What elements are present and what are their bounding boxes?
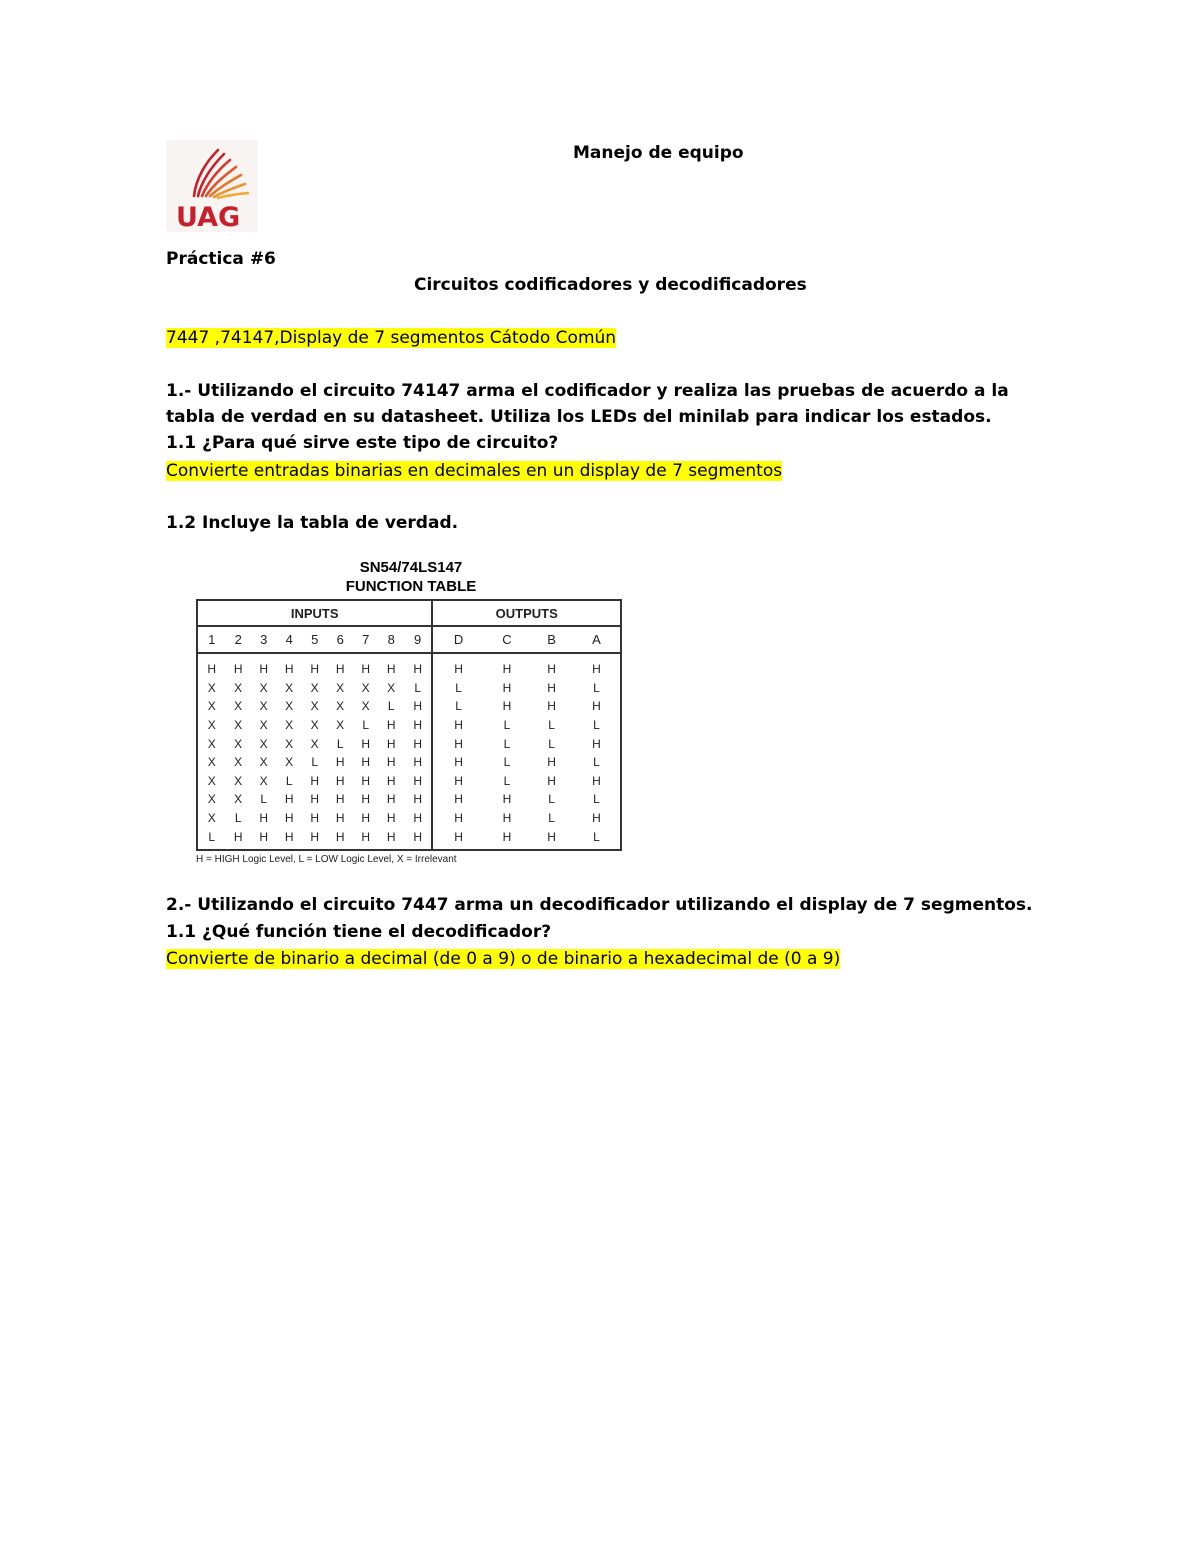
table-cell: L xyxy=(593,680,600,695)
function-table-body xyxy=(197,653,621,850)
table-cell: L xyxy=(593,829,600,844)
table-cell: H xyxy=(386,736,396,751)
table-cell: H xyxy=(386,773,396,788)
table-row xyxy=(197,790,621,809)
table-cell: L xyxy=(503,736,511,751)
table-cell: L xyxy=(362,718,370,733)
table-cell: H xyxy=(404,716,432,735)
output-col-header: A xyxy=(573,626,621,653)
table-cell: H xyxy=(547,680,556,695)
table-cell: H xyxy=(259,662,269,677)
table-cell: H xyxy=(310,662,320,677)
table-cell: X xyxy=(285,736,294,751)
input-col-header: 4 xyxy=(276,626,302,653)
table-cell: H xyxy=(284,811,294,826)
table-cell: H xyxy=(335,755,345,770)
table-cell: X xyxy=(234,755,243,770)
practice-number: Práctica #6 xyxy=(166,249,276,269)
table-row xyxy=(197,809,621,828)
table-cell: H xyxy=(404,753,432,772)
table-row xyxy=(197,772,621,791)
table-cell: H xyxy=(404,827,432,850)
table-cell: H xyxy=(233,829,243,844)
table-cell: X xyxy=(336,680,345,695)
function-table-title-line1: SN54/74LS147 xyxy=(359,559,463,576)
table-cell: L xyxy=(503,718,511,733)
table-cell: H xyxy=(386,718,396,733)
table-cell: H xyxy=(502,829,512,844)
table-cell: H xyxy=(386,662,396,677)
table-cell: X xyxy=(285,718,294,733)
table-cell: L xyxy=(455,680,462,695)
table-cell: X xyxy=(207,718,216,733)
table-cell: H xyxy=(404,697,432,716)
table-cell: H xyxy=(454,718,463,733)
table-cell: X xyxy=(285,755,294,770)
table-cell: H xyxy=(361,736,371,751)
output-col-header: D xyxy=(432,626,483,653)
question-1-1: 1.1 ¿Para qué sirve este tipo de circuito? xyxy=(166,433,559,453)
table-cell: H xyxy=(502,699,512,714)
table-cell: H xyxy=(386,792,396,807)
table-cell: H xyxy=(310,773,320,788)
table-cell: H xyxy=(386,811,396,826)
table-cell: H xyxy=(592,662,601,677)
table-row xyxy=(197,827,621,850)
function-table-figure xyxy=(196,558,626,865)
table-cell: X xyxy=(259,773,268,788)
table-cell: L xyxy=(311,755,319,770)
table-row xyxy=(197,679,621,698)
table-cell: X xyxy=(259,680,268,695)
table-cell: X xyxy=(234,736,243,751)
practice-subtitle: Circuitos codificadores y decodificadores xyxy=(414,275,807,295)
uag-logo-graphic xyxy=(166,140,258,232)
column-headers xyxy=(197,626,621,653)
table-cell: X xyxy=(207,699,216,714)
input-col-header: 9 xyxy=(404,626,432,653)
answer-1-1-highlight: Convierte entradas binarias en decimales en un display de 7 segmentos xyxy=(166,461,783,481)
table-cell: L xyxy=(260,792,268,807)
table-cell: L xyxy=(593,792,600,807)
table-cell: H xyxy=(454,811,463,826)
table-cell: X xyxy=(259,699,268,714)
table-cell: H xyxy=(335,662,345,677)
table-cell: H xyxy=(361,811,371,826)
table-cell: H xyxy=(547,699,556,714)
table-cell: H xyxy=(233,662,243,677)
table-cell: H xyxy=(502,680,512,695)
components-line xyxy=(166,325,616,351)
table-cell: H xyxy=(361,829,371,844)
table-cell: X xyxy=(207,680,216,695)
table-cell: H xyxy=(502,792,512,807)
table-cell: X xyxy=(259,736,268,751)
table-cell: H xyxy=(335,811,345,826)
table-cell: X xyxy=(310,680,319,695)
table-cell: L xyxy=(593,755,600,770)
table-cell: H xyxy=(454,792,463,807)
function-table-title xyxy=(196,558,626,596)
table-cell: H xyxy=(310,792,320,807)
table-cell: H xyxy=(592,773,601,788)
answer-1-1 xyxy=(166,458,782,484)
table-cell: H xyxy=(284,662,294,677)
table-cell: H xyxy=(454,736,463,751)
table-cell: H xyxy=(592,699,601,714)
table-cell: H xyxy=(592,811,601,826)
table-cell: H xyxy=(361,792,371,807)
table-cell: X xyxy=(234,718,243,733)
table-cell: L xyxy=(503,773,511,788)
table-cell: H xyxy=(284,829,294,844)
table-cell: X xyxy=(207,773,216,788)
table-cell: L xyxy=(593,718,600,733)
table-cell: X xyxy=(259,755,268,770)
table-cell: X xyxy=(234,773,243,788)
table-cell: X xyxy=(310,718,319,733)
table-cell: X xyxy=(207,755,216,770)
table-cell: X xyxy=(285,699,294,714)
uag-logo xyxy=(166,140,258,232)
table-cell: H xyxy=(404,790,432,809)
question-2-1: 1.1 ¿Qué función tiene el decodificador? xyxy=(166,922,552,942)
question-2: 2.- Utilizando el circuito 7447 arma un decodificador utilizando el display de 7 segmentos. xyxy=(166,895,1033,915)
table-cell: H xyxy=(259,811,269,826)
table-cell: X xyxy=(234,792,243,807)
input-col-header: 8 xyxy=(378,626,404,653)
table-cell: H xyxy=(259,829,269,844)
table-cell: L xyxy=(503,755,511,770)
table-cell: L xyxy=(234,811,242,826)
question-1: 1.- Utilizando el circuito 74147 arma el codificador y realiza las pruebas de acuerdo a la tabla de verdad en su datasheet. Utiliza los LEDs del minilab para indicar los estados. xyxy=(166,381,1009,427)
table-cell: L xyxy=(455,699,462,714)
table-cell: X xyxy=(336,718,345,733)
table-cell: X xyxy=(207,811,216,826)
table-cell: H xyxy=(386,755,396,770)
table-cell: H xyxy=(454,773,463,788)
table-cell: L xyxy=(548,792,555,807)
function-table-title-line2: FUNCTION TABLE xyxy=(345,578,477,595)
table-cell: L xyxy=(336,736,344,751)
table-cell: H xyxy=(361,662,371,677)
output-col-header: C xyxy=(484,626,530,653)
table-cell: X xyxy=(361,680,370,695)
table-cell: L xyxy=(548,718,555,733)
table-row xyxy=(197,734,621,753)
table-cell: H xyxy=(592,736,601,751)
table-cell: L xyxy=(208,829,216,844)
table-cell: H xyxy=(502,662,512,677)
table-cell: X xyxy=(259,718,268,733)
input-col-header: 5 xyxy=(302,626,328,653)
table-cell: H xyxy=(361,773,371,788)
table-cell: X xyxy=(207,792,216,807)
table-cell: H xyxy=(547,662,556,677)
table-cell: H xyxy=(547,773,556,788)
table-cell: H xyxy=(547,829,556,844)
table-row xyxy=(197,653,621,679)
function-table xyxy=(196,599,622,851)
table-cell: H xyxy=(335,792,345,807)
table-cell: H xyxy=(404,653,432,679)
table-cell: H xyxy=(454,829,463,844)
table-cell: L xyxy=(285,773,293,788)
table-cell: H xyxy=(404,734,432,753)
table-cell: X xyxy=(387,680,396,695)
table-row xyxy=(197,753,621,772)
table-cell: X xyxy=(336,699,345,714)
table-cell: L xyxy=(548,736,555,751)
table-cell: X xyxy=(207,736,216,751)
document-title: Manejo de equipo xyxy=(573,143,744,163)
input-col-header: 3 xyxy=(251,626,277,653)
answer-2-1-highlight: Convierte de binario a decimal (de 0 a 9) o de binario a hexadecimal de (0 a 9) xyxy=(166,949,841,969)
answer-2-1 xyxy=(166,946,840,972)
input-col-header: 6 xyxy=(327,626,353,653)
table-row xyxy=(197,697,621,716)
table-cell: X xyxy=(285,680,294,695)
table-cell: L xyxy=(548,811,555,826)
table-cell: H xyxy=(284,792,294,807)
table-cell: H xyxy=(386,829,396,844)
table-cell: L xyxy=(387,699,395,714)
table-cell: H xyxy=(454,662,463,677)
input-col-header: 7 xyxy=(353,626,379,653)
table-cell: H xyxy=(547,755,556,770)
table-cell: X xyxy=(234,699,243,714)
inputs-group-header: INPUTS xyxy=(197,600,432,626)
logo-text: UAG xyxy=(176,202,241,232)
table-cell: X xyxy=(310,699,319,714)
table-cell: H xyxy=(335,773,345,788)
table-cell: L xyxy=(404,679,432,698)
input-col-header: 2 xyxy=(225,626,251,653)
function-table-note: H = HIGH Logic Level, L = LOW Logic Level, X = Irrelevant xyxy=(196,853,457,865)
input-col-header: 1 xyxy=(197,626,225,653)
table-cell: H xyxy=(454,755,463,770)
table-cell: H xyxy=(310,829,320,844)
outputs-group-header: OUTPUTS xyxy=(432,600,621,626)
table-cell: H xyxy=(310,811,320,826)
table-cell: H xyxy=(361,755,371,770)
table-cell: X xyxy=(310,736,319,751)
components-highlight: 7447 ,74147,Display de 7 segmentos Cátodo Común xyxy=(166,328,617,348)
table-cell: H xyxy=(207,662,217,677)
table-cell: H xyxy=(404,809,432,828)
table-cell: X xyxy=(234,680,243,695)
table-cell: H xyxy=(335,829,345,844)
table-cell: H xyxy=(502,811,512,826)
table-cell: X xyxy=(361,699,370,714)
output-col-header: B xyxy=(530,626,573,653)
question-1-2: 1.2 Incluye la tabla de verdad. xyxy=(166,513,459,533)
table-cell: H xyxy=(404,772,432,791)
table-row xyxy=(197,716,621,735)
